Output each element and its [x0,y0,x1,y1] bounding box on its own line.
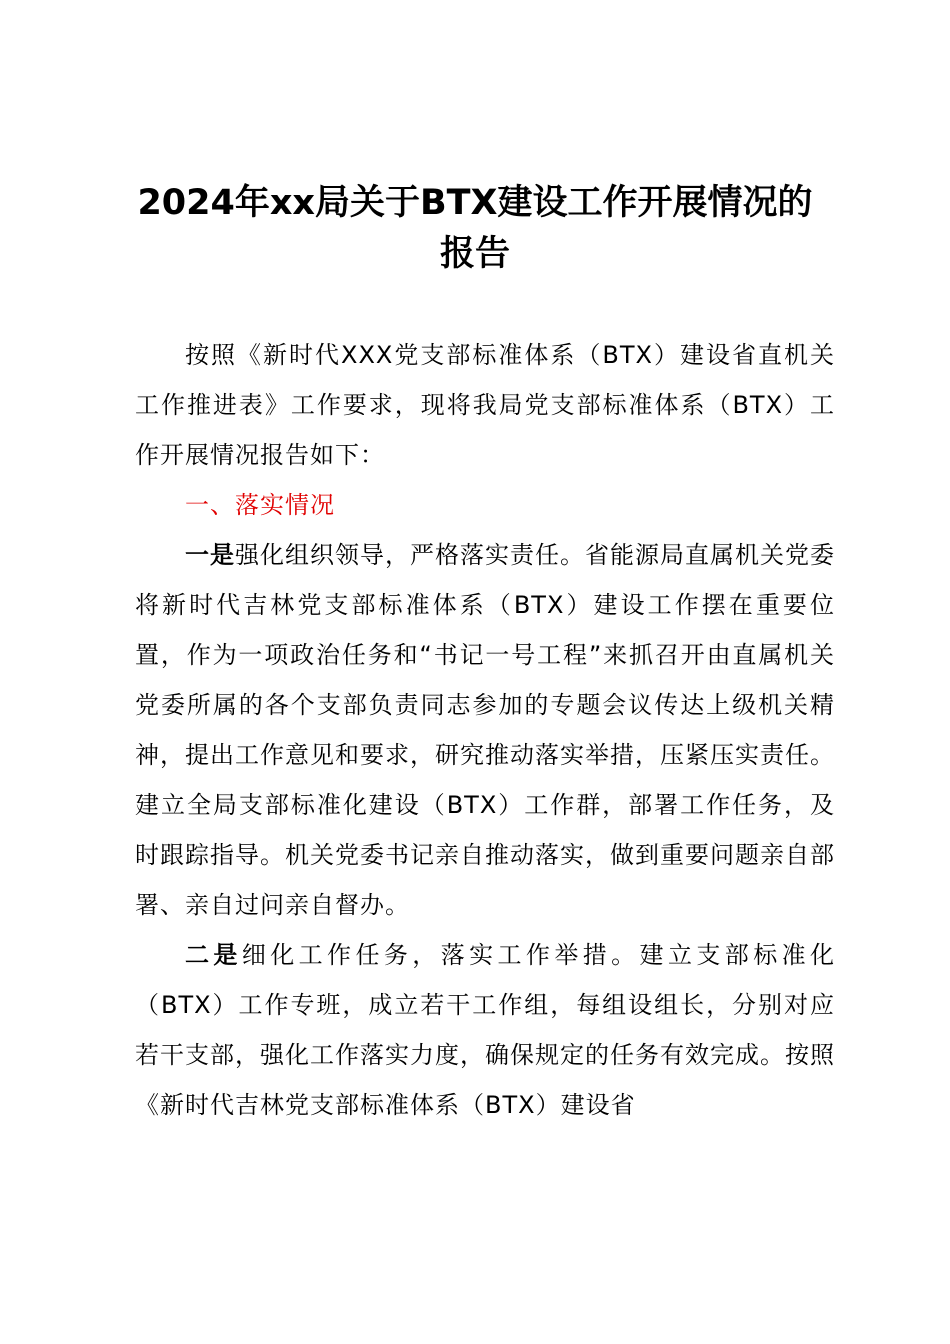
paragraph-lead-second: 二是 [185,941,242,969]
paragraph-lead-first: 一是 [185,541,235,569]
document-body [135,330,835,1130]
paragraph-text-first: 强化组织领导，严格落实责任。省能源局直属机关党委将新时代吉林党支部标准体系（BTX）建设工作摆在重要位置，作为一项政治任务和“书记一号工程”来抓召开由直属机关党委所属的各个支部负责同志参加的专题会议传达上级机关精神，提出工作意见和要求，研究推动落实举措，压紧压实责任。建立全局支部标准化建设（BTX）工作群，部署工作任务，及时跟踪指导。机关党委书记亲自推动落实，做到重要问题亲自部署、亲自过问亲自督办。 [135,541,835,919]
paragraph-first-point [135,530,835,930]
section-heading-implementation: 一、落实情况 [185,491,335,519]
paragraph-second-point [135,930,835,1130]
intro-paragraph: 按照《新时代XXX党支部标准体系（BTX）建设省直机关工作推进表》工作要求，现将我局党支部标准体系（BTX）工作开展情况报告如下： [135,341,835,469]
paragraph-text-second: 细化工作任务，落实工作举措。建立支部标准化（BTX）工作专班，成立若干工作组，每组设组长，分别对应若干支部，强化工作落实力度，确保规定的任务有效完成。按照《新时代吉林党支部标准体系（BTX）建设省 [135,941,836,1119]
document-title: 2024年xx局关于BTX建设工作开展情况的报告 [137,183,813,274]
